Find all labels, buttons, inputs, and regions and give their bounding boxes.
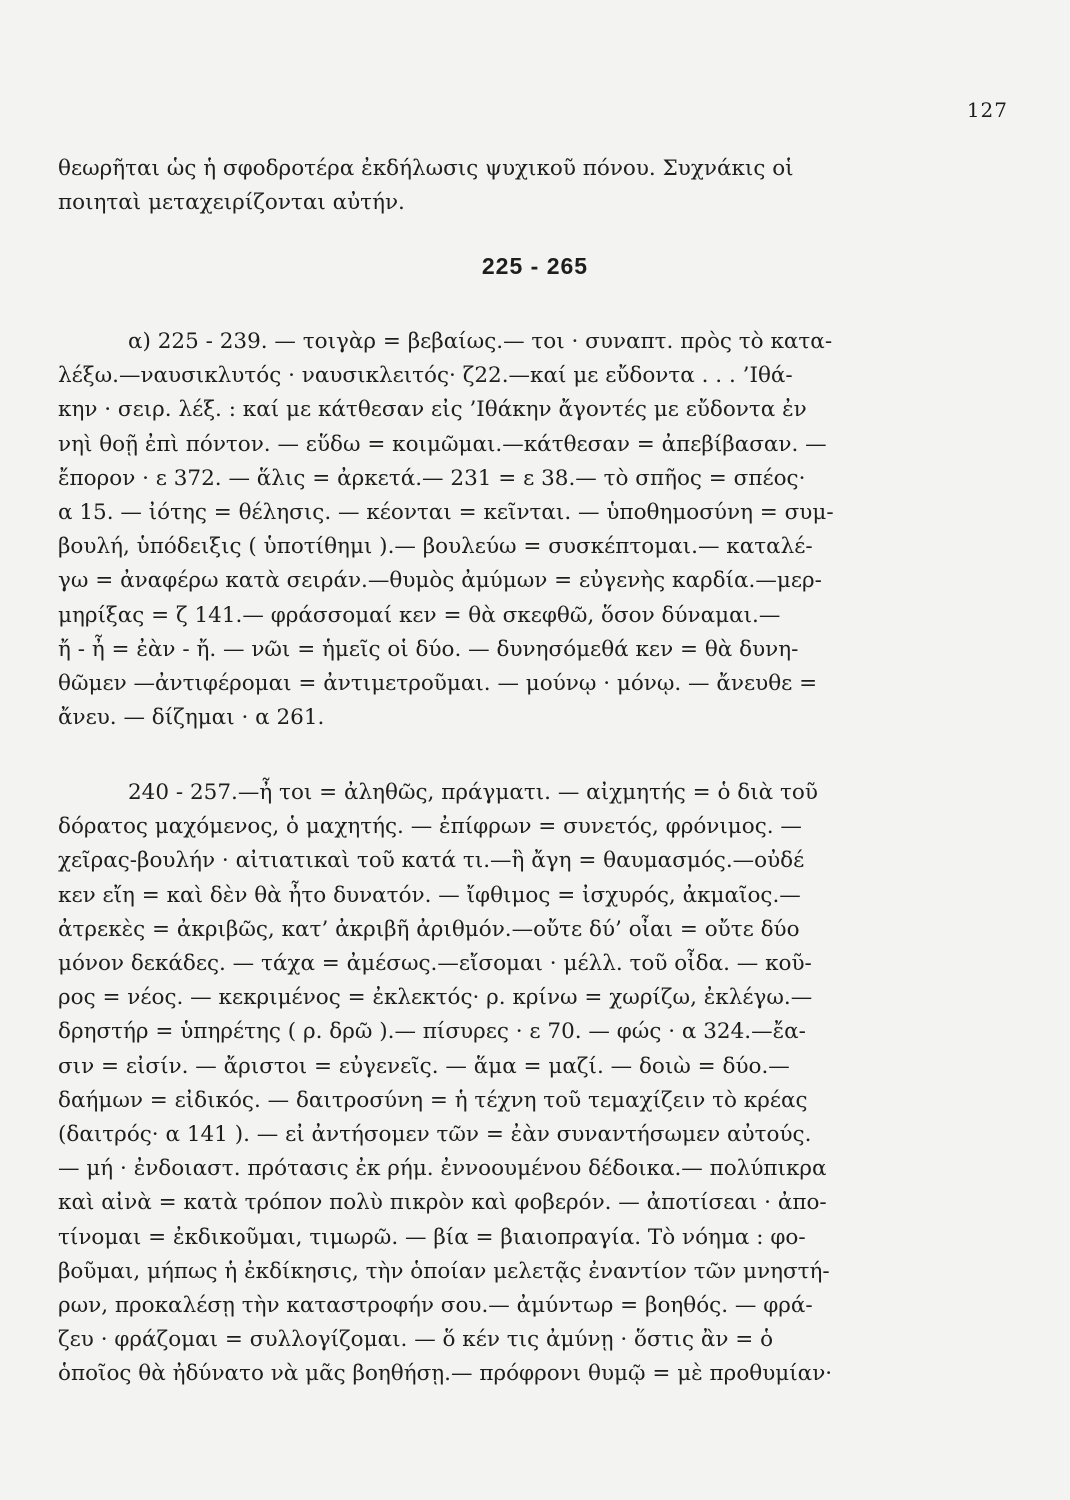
text-line: δαήμων = εἰδικός. — δαιτροσύνη = ἡ τέχνη τοῦ τεμαχίζειν τὸ κρέας: [58, 1087, 808, 1113]
text-line: γω = ἀναφέρω κατὰ σειράν.—θυμὸς ἀμύμων = εὐγενὴς καρδία.—μερ-: [58, 568, 822, 594]
text-line: δόρατος μαχόμενος, ὁ μαχητής. — ἐπίφρων = συνετός, φρόνιμος. —: [58, 814, 802, 840]
section-heading: 225 - 265: [481, 253, 589, 279]
text-line: λέξω.—ναυσικλυτός · ναυσικλειτός· ζ22.—καί με εὔδοντα . . . ’Ιθά-: [58, 363, 793, 389]
text-line: — μή · ἐνδοιαστ. πρότασις ἐκ ρήμ. ἐννοουμένου δέδοικα.— πολύπικρα: [58, 1156, 827, 1182]
text-line: ὁποῖος θὰ ἠδύνατο νὰ μᾶς βοηθήσῃ.— πρόφρονι θυμῷ = μὲ προθυμίαν·: [58, 1361, 833, 1387]
text-line: ρων, προκαλέσῃ τὴν καταστροφήν σου.— ἀμύντωρ = βοηθός. — φρά-: [58, 1293, 813, 1319]
text-line: α 15. — ἰότης = θέλησις. — κέονται = κεῖνται. — ὑποθημοσύνη = συμ-: [58, 500, 834, 526]
text-line: θῶμεν —ἀντιφέρομαι = ἀντιμετροῦμαι. — μούνῳ · μόνῳ. — ἄνευθε =: [58, 671, 818, 697]
text-line: 240 - 257.—ἦ τοι = ἀληθῶς, πράγματι. — αἰχμητής = ὁ διὰ τοῦ: [128, 780, 818, 805]
text-line: θεωρῆται ὡς ἡ σφοδροτέρα ἐκδήλωσις ψυχικοῦ πόνου. Συχνάκις οἱ: [58, 156, 794, 181]
text-line: ποιηταὶ μεταχειρίζονται αὐτήν.: [58, 190, 405, 216]
text-line: βουλή, ὑπόδειξις ( ὑποτίθημι ).— βουλεύω = συσκέπτομαι.— καταλέ-: [58, 534, 813, 560]
text-line: σιν = εἰσίν. — ἄριστοι = εὐγενεῖς. — ἅμα = μαζί. — δοιὼ = δύο.—: [58, 1053, 790, 1079]
text-line: μόνον δεκάδες. — τάχα = ἀμέσως.—εἴσομαι · μέλλ. τοῦ οἶδα. — κοῦ-: [58, 951, 812, 977]
text-line: τίνομαι = ἐκδικοῦμαι, τιμωρῶ. — βία = βιαιοπραγία. Τὸ νόημα : φο-: [58, 1224, 806, 1250]
text-line: χεῖρας-βουλήν · αἰτιατικαὶ τοῦ κατά τι.—ἣ ἄγη = θαυμασμός.—οὐδέ: [58, 848, 805, 874]
text-line: νηὶ θοῇ ἐπὶ πόντον. — εὕδω = κοιμῶμαι.—κάτθεσαν = ἀπεβίβασαν. —: [58, 431, 827, 457]
intro-paragraph: [58, 152, 906, 220]
text-line: βοῦμαι, μήπως ἡ ἐκδίκησις, τὴν ὁποίαν μελετᾷς ἐναντίον τῶν μνηστή-: [58, 1258, 830, 1284]
text-line: καὶ αἰνὰ = κατὰ τρόπον πολὺ πικρὸν καὶ φοβερόν. — ἀποτίσεαι · ἀπο-: [58, 1190, 827, 1216]
text-line: (δαιτρός· α 141 ). — εἰ ἀντήσομεν τῶν = ἐὰν συναντήσωμεν αὐτούς.: [58, 1122, 812, 1148]
text-line: ζευ · φράζομαι = συλλογίζομαι. — ὅ κέν τις ἀμύνῃ · ὅστις ἂν = ὁ: [58, 1327, 774, 1353]
text-line: ρος = νέος. — κεκριμένος = ἐκλεκτός· ρ. κρίνω = χωρίζω, ἐκλέγω.—: [58, 985, 813, 1011]
text-line: ἤ - ἦ = ἐὰν - ἤ. — νῶι = ἡμεῖς οἱ δύο. — δυνησόμεθά κεν = θὰ δυνη-: [58, 636, 799, 662]
text-line: δρηστήρ = ὑπηρέτης ( ρ. δρῶ ).— πίσυρες · ε 70. — φώς · α 324.—ἔα-: [58, 1019, 806, 1045]
section-b-glossary: [58, 776, 906, 1392]
text-line: ἀτρεκὲς = ἀκριβῶς, κατ’ ἀκριβῆ ἀριθμόν.—οὔτε δύ’ οἶαι = οὔτε δύο: [58, 916, 800, 942]
text-line: κην · σειρ. λέξ. : καί με κάτθεσαν εἰς ’Ιθάκην ἄγοντές με εὔδοντα ἐν: [58, 397, 807, 423]
text-line: α) 225 - 239. — τοιγὰρ = βεβαίως.— τοι · συναπτ. πρὸς τὸ κατα-: [128, 329, 833, 354]
section-a-glossary: [58, 325, 906, 735]
text-line: ἄνευ. — δίζημαι · α 261.: [58, 705, 325, 731]
text-line: μηρίξας = ζ 141.— φράσσομαί κεν = θὰ σκεφθῶ, ὅσον δύναμαι.—: [58, 602, 781, 628]
text-line: κεν εἴη = καὶ δὲν θὰ ἦτο δυνατόν. — ἴφθιμος = ἰσχυρός, ἀκμαῖος.—: [58, 882, 801, 908]
page-number: 127: [966, 98, 1008, 122]
text-line: ἔπορον · ε 372. — ἅλις = ἀρκετά.— 231 = ε 38.— τὸ σπῆος = σπέος·: [58, 465, 806, 491]
